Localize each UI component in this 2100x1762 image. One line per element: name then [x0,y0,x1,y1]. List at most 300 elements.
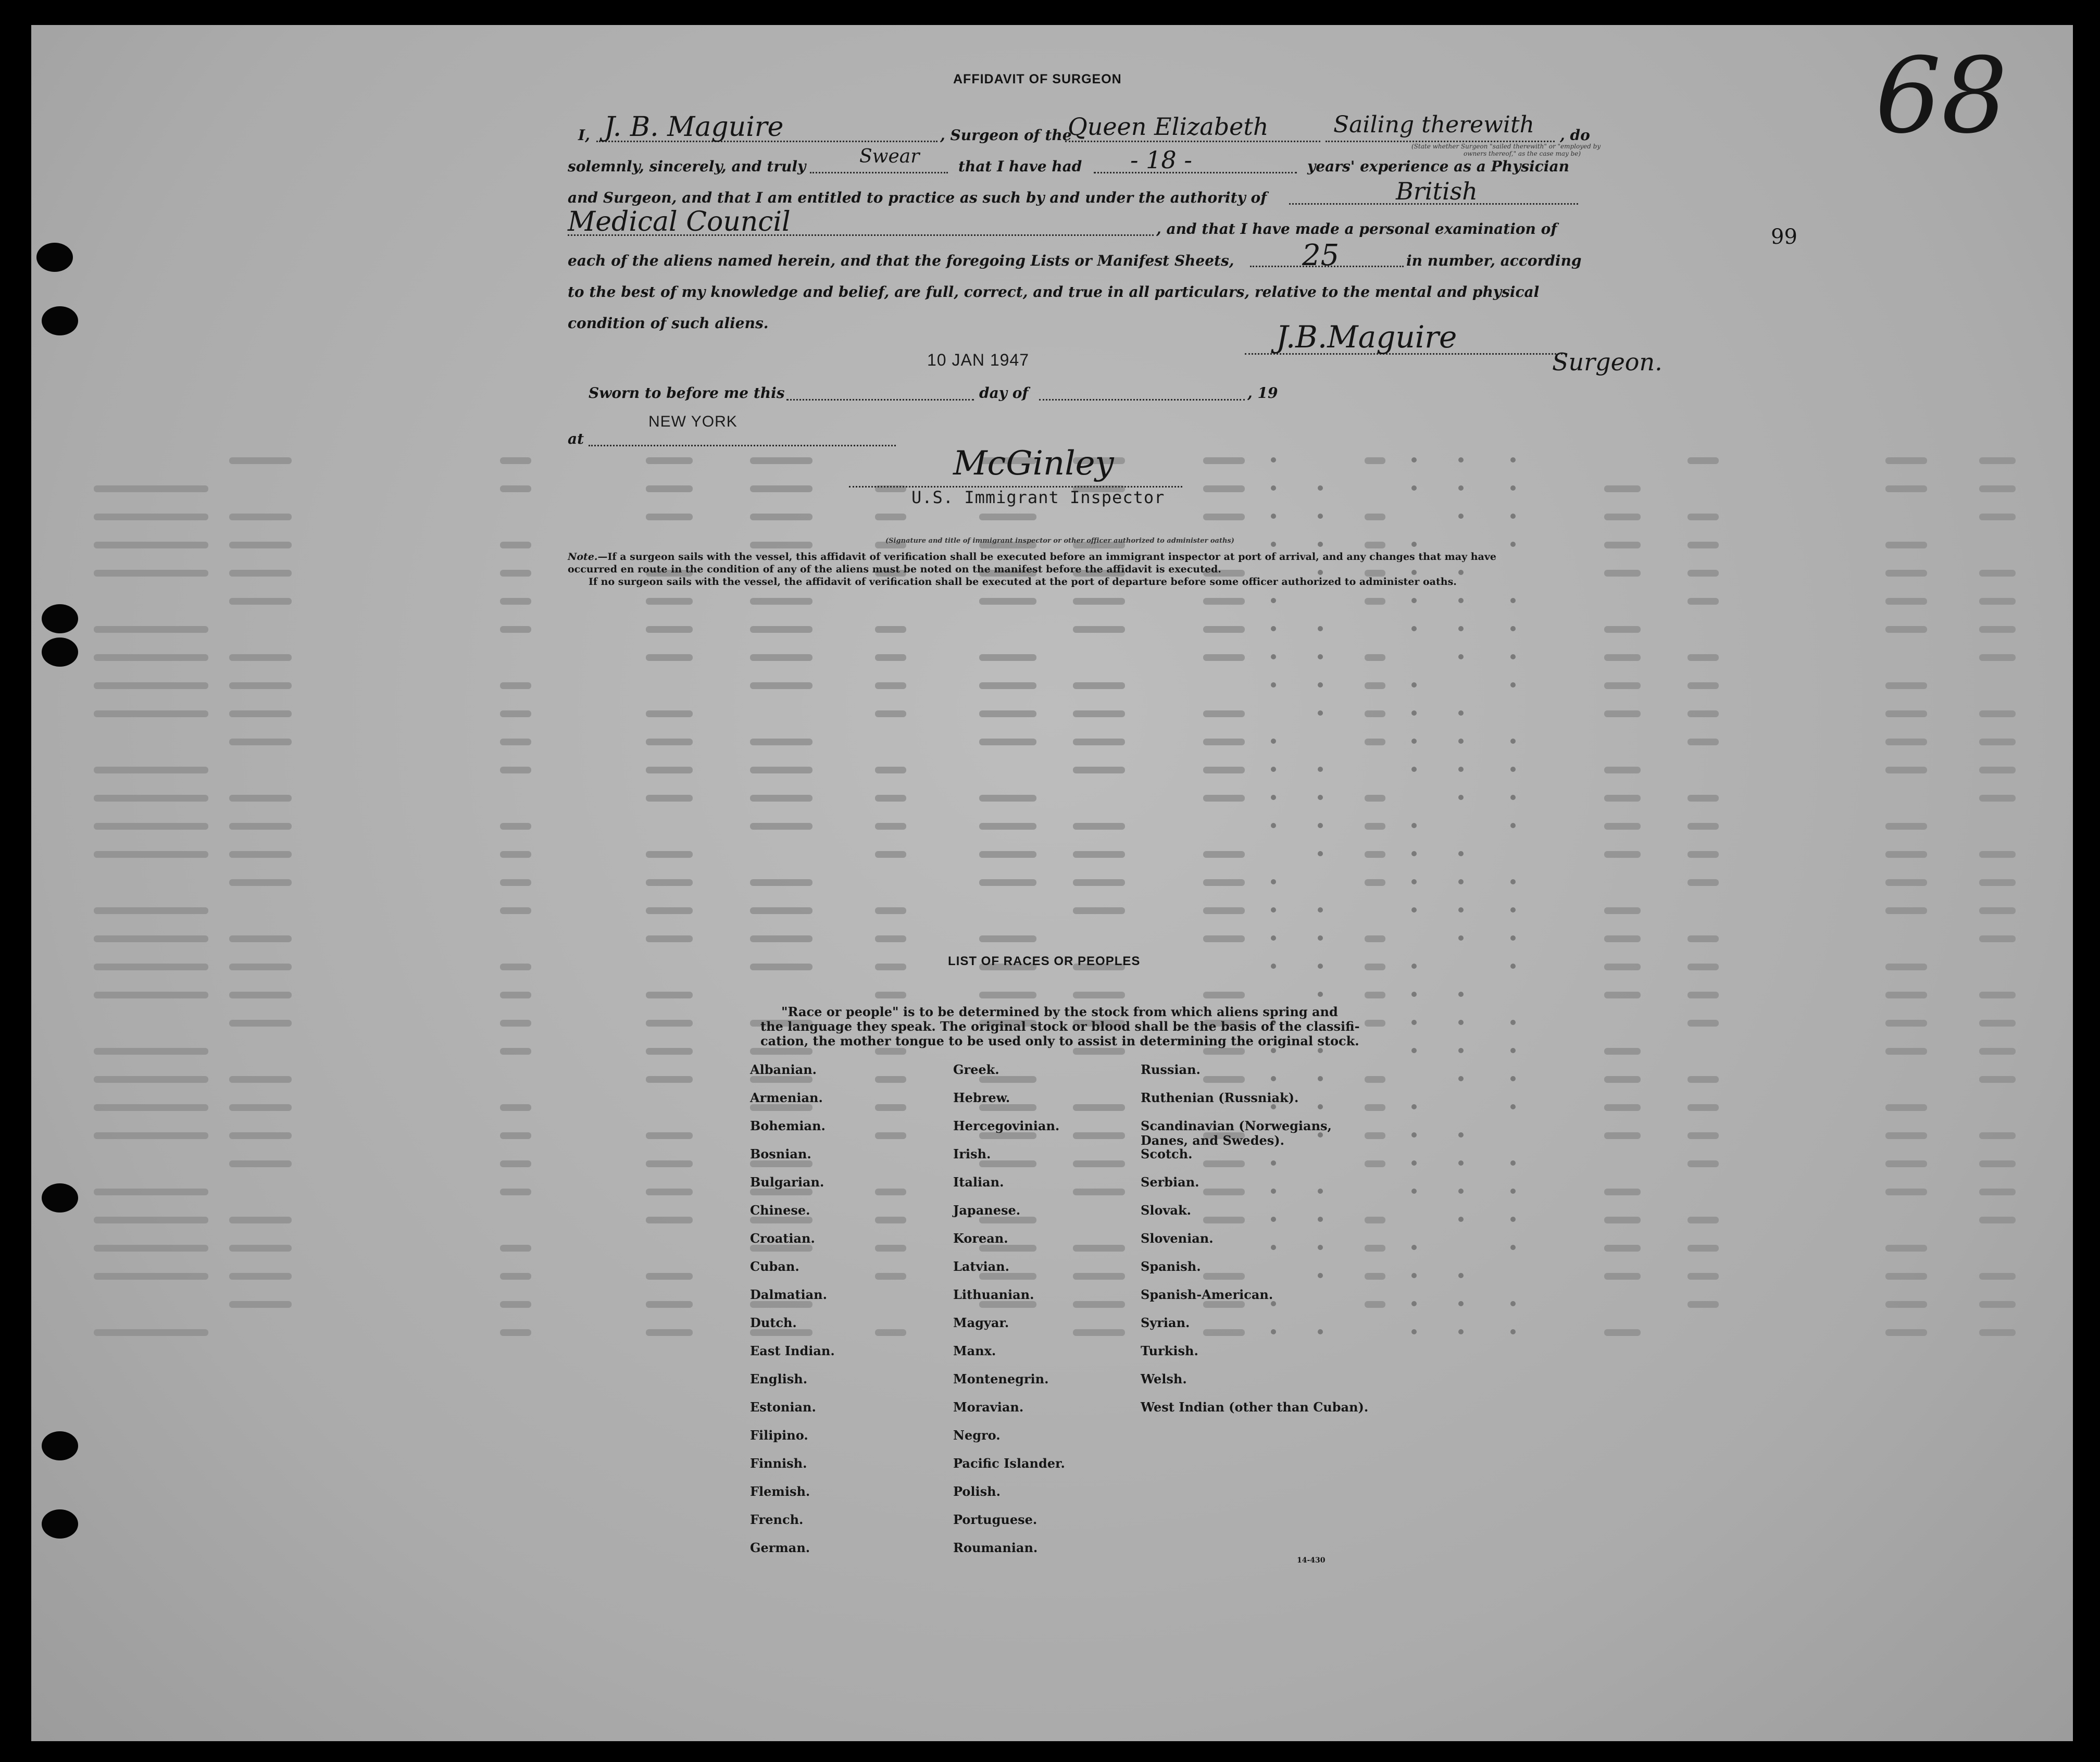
ghost-mark [1979,879,2016,886]
ghost-mark [646,1020,693,1027]
surgeon-title-handwritten: Surgeon. [1552,348,1663,376]
ghost-mark [500,485,531,492]
ghost-mark [1271,795,1276,800]
ghost-mark [1510,514,1516,519]
ghost-mark [229,1020,292,1027]
ghost-mark [1411,710,1417,716]
ghost-mark [500,1048,531,1055]
ghost-mark [94,485,208,492]
ghost-mark [1979,1132,2016,1139]
ghost-mark [1203,851,1245,858]
date-stamp: 10 JAN 1947 [927,351,1030,369]
ghost-mark [229,1104,292,1111]
ghost-mark [646,1301,693,1308]
ghost-mark [1604,1104,1641,1111]
ghost-mark [1411,682,1417,688]
ghost-mark [1203,767,1245,773]
races-column-3 [1141,1063,1380,1428]
ghost-mark [229,739,292,745]
ghost-mark [500,710,531,717]
ghost-mark [1688,1076,1719,1083]
vessel-field [1065,141,1320,142]
ghost-mark [1365,823,1385,830]
ghost-mark [1411,626,1417,631]
sailed-note-1: (State whether Surgeon "sailed therewith" or "employed by [1411,143,1601,150]
years-field [1094,172,1297,173]
race-item: Scotch. [1141,1146,1193,1161]
ghost-mark [1365,879,1385,886]
race-item: Bohemian. [750,1118,826,1133]
ghost-mark [1318,823,1323,828]
ghost-mark [500,457,531,464]
ghost-mark [1318,992,1323,997]
ghost-mark [94,710,208,717]
ghost-mark [1073,992,1125,998]
place-field [589,445,896,446]
ghost-mark [1271,907,1276,913]
ghost-mark [1979,795,2016,802]
races-intro-2: the language they speak. The original stock or blood shall be the basis of the classifi- [760,1019,1360,1034]
ghost-mark [500,767,531,773]
race-item: Portuguese. [953,1512,1038,1527]
ghost-mark [500,682,531,689]
ghost-mark [229,710,292,717]
ghost-mark [1318,654,1323,659]
ghost-mark [229,823,292,830]
authority-handwritten-1: British [1396,177,1478,205]
affidavit-line4-a: , and that I have made a personal examination of [1156,220,1557,238]
ghost-mark [229,795,292,802]
ghost-mark [1365,457,1385,464]
years-handwritten: - 18 - [1130,146,1192,174]
race-item: Negro. [953,1428,1001,1443]
ghost-mark [1411,542,1417,547]
ghost-mark [1604,907,1641,914]
ghost-mark [500,964,531,970]
ghost-mark [1979,485,2016,492]
affidavit-line5-b: in number, according [1406,252,1582,269]
form-number: 14-430 [1297,1556,1326,1565]
ghost-mark [875,626,906,633]
ghost-mark [94,795,208,802]
ghost-mark [750,964,813,970]
ghost-mark [1458,879,1464,884]
races-column-2 [953,1063,1120,1569]
ghost-mark [1203,626,1245,633]
ghost-mark [500,1104,531,1111]
ghost-mark [1885,1329,1927,1336]
ghost-mark [500,1301,531,1308]
ghost-mark [750,514,813,520]
races-title: LIST OF RACES OR PEOPLES [948,954,1141,968]
ghost-mark [229,851,292,858]
ghost-mark [1979,626,2016,633]
race-item: Hebrew. [953,1090,1010,1105]
ghost-mark [646,1048,693,1055]
ghost-mark [979,992,1036,998]
vessel-handwritten: Queen Elizabeth [1068,113,1269,141]
ghost-mark [1411,739,1417,744]
ghost-mark [1604,1245,1641,1252]
ghost-mark [750,485,813,492]
ghost-mark [1688,542,1719,548]
race-item: East Indian. [750,1343,835,1358]
ghost-mark [500,907,531,914]
ghost-mark [1688,1020,1719,1027]
ghost-mark [646,1189,693,1195]
ghost-mark [979,879,1036,886]
ghost-mark [646,851,693,858]
ghost-mark [1458,1217,1464,1222]
ghost-mark [1411,1301,1417,1306]
ghost-mark [1604,710,1641,717]
ghost-mark [1411,1329,1417,1334]
ghost-mark [1073,767,1125,773]
ghost-mark [1510,542,1516,547]
ghost-mark [1688,851,1719,858]
race-item: Greek. [953,1062,999,1077]
races-intro-1: "Race or people" is to be determined by the stock from which aliens spring and [781,1004,1338,1019]
ghost-mark [1458,1132,1464,1138]
ghost-mark [1073,710,1125,717]
race-item: Magyar. [953,1315,1009,1330]
ghost-mark [500,739,531,745]
race-item: Montenegrin. [953,1371,1049,1386]
ghost-mark [875,964,906,970]
ghost-mark [646,739,693,745]
ghost-mark [1073,626,1125,633]
ghost-mark [94,1273,208,1280]
ghost-mark [1411,1048,1417,1053]
ghost-mark [1885,485,1927,492]
ghost-mark [646,710,693,717]
affidavit-line2-b: that I have had [958,158,1082,175]
ghost-mark [1411,992,1417,997]
ghost-mark [1458,1160,1464,1166]
ghost-mark [94,1076,208,1083]
ghost-mark [979,739,1036,745]
race-item: Serbian. [1141,1174,1199,1190]
ghost-mark [1365,598,1385,605]
ghost-mark [1458,739,1464,744]
ghost-mark [94,1217,208,1223]
ghost-mark [1365,739,1385,745]
ghost-mark [646,485,693,492]
ghost-mark [94,1189,208,1195]
ghost-mark [1979,992,2016,998]
place-stamp: NEW YORK [648,413,738,430]
race-item: Korean. [953,1231,1008,1246]
ghost-mark [750,879,813,886]
ghost-mark [979,514,1036,520]
race-item: Croatian. [750,1231,815,1246]
ghost-mark [229,1160,292,1167]
ghost-mark [1885,710,1927,717]
note-line-3: If no surgeon sails with the vessel, the affidavit of verification shall be executed at the port of departure before some officer authorized to administer oaths. [589,576,1457,588]
ghost-mark [1885,1273,1927,1280]
ghost-mark [979,935,1036,942]
race-item: Armenian. [750,1090,823,1105]
ghost-mark [1458,1076,1464,1081]
race-item: Dalmatian. [750,1287,827,1302]
ghost-mark [1979,1048,2016,1055]
ghost-mark [1271,485,1276,491]
ghost-mark [1073,851,1125,858]
race-item: Cuban. [750,1259,799,1274]
ghost-mark [229,935,292,942]
ghost-mark [1510,935,1516,941]
ghost-mark [1604,1273,1641,1280]
ghost-mark [94,570,208,577]
ghost-mark [94,823,208,830]
affidavit-line1-c: , do [1560,127,1590,144]
ghost-mark [1073,907,1125,914]
ghost-mark [1885,598,1927,605]
sworn-month-field [1039,399,1245,401]
ghost-mark [1073,598,1125,605]
ghost-mark [229,682,292,689]
race-item: Slovenian. [1141,1231,1214,1246]
ghost-mark [1271,964,1276,969]
race-item: Roumanian. [953,1540,1038,1555]
ghost-mark [1510,1048,1516,1053]
ghost-mark [1365,514,1385,520]
ghost-mark [1688,739,1719,745]
note-label: Note. [568,551,598,563]
ghost-mark [229,654,292,661]
binder-hole [42,638,78,667]
ghost-mark [1365,542,1385,548]
ghost-mark [1688,654,1719,661]
ghost-mark [1271,598,1276,603]
affidavit-title: AFFIDAVIT OF SURGEON [953,72,1122,86]
ghost-mark [1885,457,1927,464]
race-item: Hercegovinian. [953,1118,1060,1133]
race-item: Dutch. [750,1315,797,1330]
ghost-mark [1318,935,1323,941]
ghost-mark [1411,1132,1417,1138]
ghost-mark [1510,485,1516,491]
ghost-mark [1885,1132,1927,1139]
ghost-mark [1510,682,1516,688]
ghost-mark [1203,795,1245,802]
race-item: Chinese. [750,1203,810,1218]
ghost-mark [1885,823,1927,830]
ghost-mark [1271,654,1276,659]
race-item: Flemish. [750,1484,810,1499]
ghost-mark [1688,682,1719,689]
ghost-mark [1411,1160,1417,1166]
ghost-mark [94,851,208,858]
ghost-mark [1510,879,1516,884]
race-item: English. [750,1371,808,1386]
ghost-mark [1318,485,1323,491]
ghost-mark [1510,1301,1516,1306]
race-item: Syrian. [1141,1315,1190,1330]
ghost-mark [1604,1132,1641,1139]
document-sheet [31,25,2073,1741]
ghost-mark [94,964,208,970]
sheets-handwritten: 25 [1302,239,1340,272]
race-item: Irish. [953,1146,991,1161]
ghost-mark [875,907,906,914]
ghost-mark [229,964,292,970]
ghost-mark [1604,935,1641,942]
ghost-mark [1411,907,1417,913]
ghost-mark [750,682,813,689]
ghost-mark [1203,879,1245,886]
ghost-mark [1271,823,1276,828]
ghost-mark [1979,1076,2016,1083]
ghost-mark [1510,767,1516,772]
race-item: Scandinavian (Norwegians, Danes, and Swedes). [1141,1118,1332,1148]
ghost-mark [1203,739,1245,745]
ghost-mark [1458,1020,1464,1025]
ghost-mark [1604,542,1641,548]
ghost-mark [1510,626,1516,631]
ghost-mark [1688,1160,1719,1167]
ghost-mark [750,626,813,633]
race-item: Finnish. [750,1456,807,1471]
ghost-mark [646,1217,693,1223]
ghost-mark [646,1076,693,1083]
ghost-mark [1458,767,1464,772]
ghost-mark [979,654,1036,661]
inspector-signature: McGinley [953,444,1114,483]
ghost-mark [500,851,531,858]
ghost-mark [500,1329,531,1336]
ghost-mark [1604,964,1641,970]
ghost-mark [1411,598,1417,603]
ghost-mark [1885,992,1927,998]
page-number: 68 [1875,35,2008,157]
ghost-mark [229,1301,292,1308]
ghost-mark [1458,514,1464,519]
sworn-a: Sworn to before me this [589,384,785,402]
ghost-mark [646,907,693,914]
ghost-mark [229,570,292,577]
at-label: at [568,430,584,447]
ghost-mark [1203,598,1245,605]
sworn-c: , 19 [1247,384,1278,402]
ghost-mark [1688,457,1719,464]
ghost-mark [1458,598,1464,603]
authority-handwritten-2: Medical Council [568,206,791,238]
ghost-mark [1510,598,1516,603]
ghost-mark [1604,682,1641,689]
ghost-mark [1885,907,1927,914]
ghost-mark [750,739,813,745]
ghost-mark [1271,682,1276,688]
ghost-mark [500,992,531,998]
ghost-mark [750,542,813,548]
race-item: Bulgarian. [750,1174,824,1190]
ghost-mark [979,851,1036,858]
ghost-mark [875,992,906,998]
race-item: Estonian. [750,1399,816,1415]
ghost-mark [500,1160,531,1167]
ghost-mark [94,907,208,914]
ghost-mark [1885,570,1927,577]
binder-hole [42,604,78,633]
ghost-mark [500,542,531,548]
ghost-mark [1688,1245,1719,1252]
sailed-handwritten: Sailing therewith [1333,111,1534,138]
ghost-mark [1073,879,1125,886]
ghost-mark [875,654,906,661]
ghost-mark [1203,654,1245,661]
ghost-mark [1688,935,1719,942]
ghost-mark [1688,1217,1719,1223]
ghost-mark [1203,710,1245,717]
ghost-mark [1885,879,1927,886]
ghost-mark [646,767,693,773]
affidavit-line3-a: and Surgeon, and that I am entitled to practice as such by and under the authority of [568,189,1267,206]
ghost-mark [1411,767,1417,772]
race-item: Filipino. [750,1428,808,1443]
ghost-mark [1411,570,1417,575]
ghost-mark [94,542,208,548]
sworn-b: day of [979,384,1029,402]
races-column-1 [750,1063,906,1569]
ghost-mark [1365,964,1385,970]
ghost-mark [500,570,531,577]
ghost-mark [229,1273,292,1280]
ghost-mark [94,654,208,661]
ghost-mark [1604,851,1641,858]
ghost-mark [1203,485,1245,492]
ghost-mark [1979,1301,2016,1308]
ghost-mark [646,598,693,605]
ghost-mark [1458,1273,1464,1278]
ghost-mark [1604,767,1641,773]
ghost-mark [1885,682,1927,689]
ghost-mark [1271,767,1276,772]
ghost-mark [1688,1104,1719,1111]
ghost-mark [1979,1217,2016,1223]
affidavit-line2-c: years' experience as a Physician [1307,158,1569,175]
ghost-mark [875,823,906,830]
ghost-mark [1979,767,2016,773]
ghost-mark [1604,514,1641,520]
ghost-mark [1411,823,1417,828]
affidavit-line2-a: solemnly, sincerely, and truly [568,158,806,175]
binder-hole [42,1509,78,1539]
ghost-mark [1688,823,1719,830]
ghost-mark [1458,457,1464,463]
ghost-mark [1510,1104,1516,1109]
ghost-mark [1510,457,1516,463]
ghost-mark [1271,935,1276,941]
ghost-mark [1510,907,1516,913]
affidavit-line1-a: I, [578,127,590,144]
affidavit-line6: to the best of my knowledge and belief, are full, correct, and true in all particulars, relative to the mental and physical [568,283,1540,301]
ghost-mark [229,992,292,998]
ghost-mark [1073,739,1125,745]
ghost-mark [1885,542,1927,548]
ghost-mark [1411,1245,1417,1250]
affidavit-line5-a: each of the aliens named herein, and that the foregoing Lists or Manifest Sheets, [568,252,1234,269]
ghost-mark [500,626,531,633]
ghost-mark [229,514,292,520]
ghost-mark [1885,851,1927,858]
binder-hole [42,306,78,335]
note-text-1: —If a surgeon sails with the vessel, this affidavit of verification shall be executed before an immigrant inspector at port of arrival, and any changes that may have [597,551,1496,563]
ghost-mark [1203,457,1245,464]
ghost-mark [1885,1245,1927,1252]
ghost-mark [1979,457,2016,464]
ghost-mark [229,1245,292,1252]
